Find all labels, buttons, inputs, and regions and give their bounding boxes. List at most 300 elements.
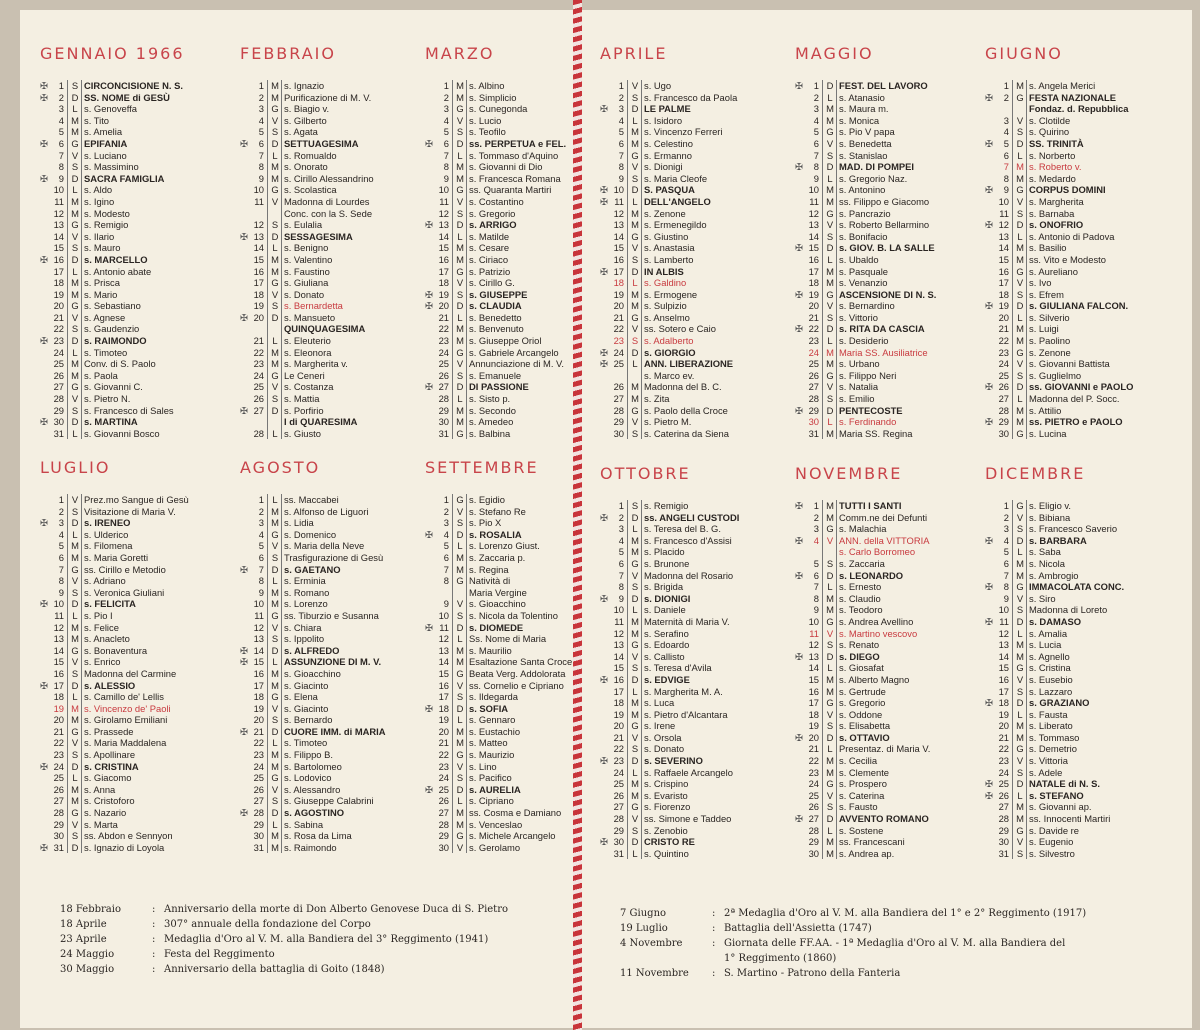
- weekday-letter: D: [456, 783, 464, 795]
- day-row: [40, 184, 222, 196]
- day-row: [240, 277, 418, 289]
- weekday-letter: D: [631, 511, 639, 523]
- holiday-cross-icon: ✠: [425, 783, 433, 795]
- note-separator: :: [152, 934, 156, 945]
- day-number: 27: [438, 381, 449, 393]
- saint-name: s. Ulderico: [84, 528, 129, 540]
- day-number: 3: [1003, 114, 1009, 126]
- anniversary-note: [620, 966, 1190, 981]
- weekday-letter: L: [72, 103, 78, 115]
- saint-name: s. Margherita v.: [284, 358, 348, 370]
- weekday-letter: S: [826, 801, 834, 813]
- holiday-cross-icon: ✠: [795, 534, 803, 546]
- day-row: [795, 651, 983, 663]
- day-row: [40, 150, 222, 162]
- note-date: 19 Luglio: [620, 923, 668, 934]
- day-row: [795, 813, 983, 825]
- weekday-letter: D: [631, 836, 639, 848]
- holiday-cross-icon: ✠: [985, 184, 993, 196]
- note-separator: :: [152, 919, 156, 930]
- day-number: 9: [813, 172, 819, 184]
- day-number: 15: [438, 667, 449, 679]
- saint-name: s. Nazario: [84, 807, 127, 819]
- weekday-letter: M: [271, 667, 279, 679]
- weekday-letter: M: [456, 242, 464, 254]
- day-row: [240, 196, 418, 208]
- day-row: [985, 697, 1180, 709]
- day-row: [425, 381, 555, 393]
- day-number: 20: [808, 300, 819, 312]
- day-row: [795, 428, 983, 440]
- saint-name: s. Gaudenzio: [84, 323, 140, 335]
- month-title: LUGLIO: [40, 458, 111, 477]
- weekday-letter: S: [1016, 126, 1024, 138]
- weekday-letter: M: [456, 253, 464, 265]
- weekday-letter: D: [71, 598, 79, 610]
- weekday-letter: S: [456, 517, 464, 529]
- saint-name: CIRCONCISIONE N. S.: [84, 80, 183, 91]
- day-row: [795, 732, 983, 744]
- weekday-letter: V: [456, 679, 464, 691]
- day-number: 27: [253, 795, 264, 807]
- day-number: 5: [58, 540, 64, 552]
- saint-name: s. Brunone: [644, 557, 690, 569]
- note-separator: :: [152, 949, 156, 960]
- saint-name: s. Egidio: [469, 494, 505, 505]
- day-row: [40, 830, 222, 842]
- day-number: 27: [253, 404, 264, 416]
- saint-name: s. Tommaso d'Aquino: [469, 149, 559, 161]
- holiday-cross-icon: ✠: [425, 219, 433, 231]
- day-number: 17: [438, 265, 449, 277]
- day-number: 6: [258, 551, 264, 563]
- weekday-letter: M: [631, 615, 639, 627]
- weekday-letter: V: [271, 288, 279, 300]
- anniversary-note: [60, 962, 560, 977]
- day-row: [240, 842, 418, 854]
- day-row: [40, 540, 222, 552]
- saint-name: s. Genoveffa: [84, 103, 137, 115]
- saint-name: s. Pasquale: [839, 265, 888, 277]
- weekday-letter: V: [1016, 195, 1024, 207]
- weekday-letter: D: [271, 644, 279, 656]
- weekday-letter: M: [271, 586, 279, 598]
- saint-name: s. Caterina: [839, 789, 885, 801]
- saint-name: s. Prisca: [84, 277, 120, 289]
- day-number: 18: [253, 288, 264, 300]
- day-number: 2: [258, 505, 264, 517]
- day-number: 21: [808, 743, 819, 755]
- saint-name: s. Ciriaco: [469, 253, 509, 265]
- day-row: [795, 381, 983, 393]
- saint-name: s. Placido: [644, 546, 685, 558]
- weekday-letter: V: [71, 818, 79, 830]
- month-title: SETTEMBRE: [425, 458, 539, 477]
- day-number: 28: [438, 818, 449, 830]
- day-number: 12: [53, 207, 64, 219]
- saint-name: s. Gilberto: [284, 114, 327, 126]
- saint-name: ASCENSIONE DI N. S.: [839, 288, 937, 300]
- holiday-cross-icon: ✠: [40, 172, 48, 184]
- day-number: 1: [618, 500, 624, 511]
- day-number: 13: [808, 219, 819, 231]
- saint-name: Madonna del Carmine: [84, 667, 177, 679]
- day-number: 9: [618, 592, 624, 604]
- weekday-letter: L: [457, 540, 463, 552]
- day-row: [40, 242, 222, 254]
- weekday-letter: L: [827, 91, 833, 103]
- weekday-letter: D: [456, 137, 464, 149]
- day-number: 25: [998, 369, 1009, 381]
- day-number: 10: [438, 184, 449, 196]
- day-number: 5: [58, 126, 64, 138]
- day-number: 28: [808, 393, 819, 405]
- day-row: [985, 254, 1180, 266]
- weekday-letter: M: [271, 505, 279, 517]
- saint-name: Prez.mo Sangue di Gesù: [84, 494, 189, 505]
- saint-name: ss. GIOVANNI e PAOLO: [1029, 381, 1134, 393]
- weekday-letter: M: [1016, 323, 1024, 335]
- day-number: 17: [53, 265, 64, 277]
- day-row: [985, 662, 1180, 674]
- weekday-letter: D: [71, 91, 79, 103]
- day-number: 29: [998, 824, 1009, 836]
- weekday-letter: G: [271, 528, 279, 540]
- day-number: 16: [998, 673, 1009, 685]
- weekday-letter: G: [71, 644, 79, 656]
- note-date: 30 Maggio: [60, 964, 115, 975]
- weekday-letter: L: [632, 114, 638, 126]
- weekday-letter: D: [826, 569, 834, 581]
- weekday-letter: M: [71, 195, 79, 207]
- weekday-letter: S: [1016, 207, 1024, 219]
- day-row: [240, 645, 418, 657]
- day-number: 16: [438, 253, 449, 265]
- day-row: [240, 323, 418, 335]
- day-row: [600, 570, 790, 582]
- day-row: [425, 208, 555, 220]
- saint-name: ss. Simone e Taddeo: [644, 813, 732, 825]
- day-row: [600, 697, 790, 709]
- day-row: [985, 813, 1180, 825]
- saint-name: s. Quirino: [1029, 126, 1070, 138]
- weekday-letter: G: [71, 563, 79, 575]
- weekday-letter: L: [632, 685, 638, 697]
- weekday-letter: L: [272, 335, 278, 347]
- saint-name: s. Gennaro: [469, 714, 516, 726]
- day-row: [240, 173, 418, 185]
- day-row: [985, 312, 1180, 324]
- day-row: [40, 633, 222, 645]
- day-row: [40, 126, 222, 138]
- weekday-letter: G: [826, 288, 834, 300]
- day-number: 11: [614, 195, 624, 207]
- saint-name: s. Mauro: [84, 242, 121, 254]
- day-row: [240, 529, 418, 541]
- weekday-letter: M: [71, 126, 79, 138]
- day-row: [425, 137, 567, 150]
- weekday-letter: L: [1017, 627, 1023, 639]
- day-row: [425, 656, 573, 668]
- weekday-letter: V: [456, 277, 464, 289]
- day-row: [425, 323, 555, 335]
- day-number: 22: [253, 346, 264, 358]
- weekday-letter: D: [631, 265, 639, 277]
- saint-name: s. Guglielmo: [1029, 369, 1082, 381]
- day-row: [425, 819, 555, 831]
- saint-name: s. CRISTINA: [84, 760, 139, 772]
- weekday-letter: V: [826, 708, 834, 720]
- saint-name: MAD. DI POMPEI: [839, 161, 915, 173]
- day-number: 23: [613, 335, 624, 347]
- day-number: 16: [998, 265, 1009, 277]
- saint-name: QUINQUAGESIMA: [284, 323, 366, 335]
- weekday-letter: D: [456, 621, 464, 633]
- day-row: [425, 726, 555, 738]
- weekday-letter: M: [631, 126, 639, 138]
- weekday-letter: M: [1016, 639, 1024, 651]
- weekday-letter: S: [826, 230, 834, 242]
- day-row: [985, 161, 1180, 173]
- weekday-letter: D: [71, 841, 79, 853]
- weekday-letter: S: [631, 335, 639, 347]
- weekday-letter: L: [1017, 311, 1023, 323]
- day-number: 25: [253, 772, 264, 784]
- weekday-letter: D: [271, 807, 279, 819]
- saint-name: s. Lazzaro: [1029, 685, 1073, 697]
- note-separator: :: [712, 938, 716, 949]
- day-row: [240, 633, 418, 645]
- weekday-letter: M: [71, 714, 79, 726]
- day-row: [985, 416, 1180, 428]
- day-number: 22: [53, 737, 64, 749]
- day-number: 26: [438, 795, 449, 807]
- saint-name: s. Cecilia: [839, 755, 878, 767]
- saint-name: s. Giuseppe Oriol: [469, 335, 542, 347]
- weekday-letter: M: [1016, 650, 1024, 662]
- day-row: [795, 755, 983, 767]
- day-number: 4: [813, 534, 819, 546]
- day-row: [600, 558, 790, 570]
- day-row: [240, 347, 418, 359]
- holiday-cross-icon: ✠: [600, 184, 608, 196]
- saint-name: s. Emanuele: [469, 369, 522, 381]
- saint-name: s. Romualdo: [284, 149, 337, 161]
- weekday-letter: M: [1016, 80, 1024, 91]
- holiday-cross-icon: ✠: [240, 230, 248, 242]
- day-row: [795, 254, 983, 266]
- saint-name: s. Zaccaria: [839, 557, 885, 569]
- saint-name: ANN. LIBERAZIONE: [644, 358, 734, 370]
- day-row: [795, 778, 983, 790]
- day-row: [600, 628, 790, 640]
- weekday-letter: V: [1016, 755, 1024, 767]
- saint-name: Maria SS. Ausiliatrice: [839, 346, 928, 358]
- weekday-letter: S: [271, 219, 279, 231]
- saint-name: s. Giuseppe Calabrini: [284, 795, 374, 807]
- day-number: 2: [1003, 511, 1009, 523]
- day-row: [40, 598, 222, 610]
- weekday-letter: M: [71, 540, 79, 552]
- day-row: [240, 598, 418, 610]
- weekday-letter: G: [71, 807, 79, 819]
- day-number: 31: [53, 841, 64, 853]
- day-row: [240, 266, 418, 278]
- day-number: 25: [613, 358, 624, 370]
- day-row: [40, 610, 222, 622]
- day-row: [985, 778, 1180, 790]
- holiday-cross-icon: ✠: [600, 265, 608, 277]
- weekday-letter: L: [272, 494, 278, 505]
- day-row: [240, 610, 418, 622]
- day-number: 7: [58, 563, 64, 575]
- day-number: 28: [613, 813, 624, 825]
- day-row: [985, 150, 1180, 162]
- saint-name: s. Pio V papa: [839, 126, 895, 138]
- day-number: 16: [808, 253, 819, 265]
- day-row: [240, 312, 418, 324]
- day-row: [795, 801, 983, 813]
- weekday-letter: M: [1016, 557, 1024, 569]
- weekday-letter: V: [1016, 673, 1024, 685]
- day-row: [985, 103, 1180, 115]
- day-row: [795, 266, 983, 278]
- saint-name: s. Irene: [644, 720, 676, 732]
- saint-name: s. Rosa da Lima: [284, 830, 352, 842]
- day-row: [795, 173, 983, 185]
- weekday-letter: S: [826, 720, 834, 732]
- day-number: 16: [808, 685, 819, 697]
- saint-name: s. Siro: [1029, 592, 1056, 604]
- weekday-letter: M: [71, 783, 79, 795]
- day-number: 8: [1003, 581, 1009, 593]
- saint-name: s. Martino vescovo: [839, 627, 918, 639]
- weekday-letter: L: [1017, 789, 1023, 801]
- day-row: [240, 494, 418, 506]
- saint-name: s. ARRIGO: [469, 219, 517, 231]
- day-row: [795, 836, 983, 848]
- day-number: 20: [808, 731, 819, 743]
- holiday-cross-icon: ✠: [425, 702, 433, 714]
- weekday-letter: M: [631, 789, 639, 801]
- weekday-letter: S: [631, 500, 639, 511]
- day-number: 12: [438, 207, 449, 219]
- weekday-letter: D: [71, 416, 79, 428]
- saint-name: s. Edoardo: [644, 639, 690, 651]
- day-row: [240, 289, 418, 301]
- day-number: 17: [613, 265, 624, 277]
- weekday-letter: M: [631, 207, 639, 219]
- day-row: [795, 150, 983, 162]
- saint-name: s. Pietro d'Alcantara: [644, 708, 728, 720]
- holiday-cross-icon: ✠: [600, 673, 608, 685]
- saint-name: s. Romano: [284, 586, 330, 598]
- day-number: 19: [438, 288, 449, 300]
- day-number: 23: [53, 749, 64, 761]
- day-row: [425, 393, 555, 405]
- day-number: 6: [443, 137, 449, 149]
- day-row: [795, 523, 983, 535]
- saint-name: s. Pietro M.: [644, 416, 692, 428]
- saint-name: Madonna di Loreto: [1029, 604, 1108, 616]
- saint-name: s. Gregorio Naz.: [839, 172, 908, 184]
- saint-name: DI PASSIONE: [469, 381, 529, 393]
- day-number: 14: [253, 242, 264, 254]
- day-number: 11: [54, 609, 64, 621]
- weekday-letter: D: [71, 335, 79, 347]
- weekday-letter: M: [456, 563, 464, 575]
- day-number: 7: [443, 149, 449, 161]
- holiday-cross-icon: ✠: [40, 679, 48, 691]
- day-number: 28: [438, 393, 449, 405]
- saint-name: s. Lorenzo Giust.: [469, 540, 540, 552]
- holiday-cross-icon: ✠: [795, 404, 803, 416]
- saint-name: ss. Vito e Modesto: [1029, 253, 1106, 265]
- day-row: [600, 686, 790, 698]
- saint-name: s. Maria Cleofe: [644, 172, 708, 184]
- saint-name: s. Efrem: [1029, 288, 1064, 300]
- day-row: [240, 254, 418, 266]
- day-row: [425, 428, 555, 440]
- day-row: [985, 709, 1180, 721]
- weekday-letter: V: [71, 230, 79, 242]
- note-separator: :: [152, 964, 156, 975]
- month-title: FEBBRAIO: [240, 44, 336, 63]
- day-number: 3: [258, 517, 264, 529]
- saint-name: Annunciazione di M. V.: [469, 358, 565, 370]
- day-number: 7: [813, 149, 819, 161]
- saint-name: s. Natalia: [839, 381, 879, 393]
- day-row: [985, 628, 1180, 640]
- day-number: 20: [53, 714, 64, 726]
- saint-name: s. Camillo de' Lellis: [84, 691, 164, 703]
- saint-name: s. MARCELLO: [84, 253, 148, 265]
- day-row: [795, 277, 983, 289]
- saint-name: s. GIUSEPPE: [469, 288, 528, 300]
- day-number: 29: [613, 416, 624, 428]
- day-row: [40, 714, 222, 726]
- day-number: 18: [253, 691, 264, 703]
- note-text: 1° Reggimento (1860): [724, 953, 837, 964]
- day-row: [600, 184, 790, 196]
- weekday-letter: D: [271, 563, 279, 575]
- day-number: 12: [613, 207, 624, 219]
- saint-name: Madonna del B. C.: [644, 381, 722, 393]
- weekday-letter: G: [271, 691, 279, 703]
- saint-name: s. AGOSTINO: [284, 807, 345, 819]
- day-row: [40, 842, 222, 854]
- weekday-letter: M: [826, 184, 834, 196]
- weekday-letter: M: [826, 592, 834, 604]
- day-number: 25: [53, 358, 64, 370]
- holiday-cross-icon: ✠: [600, 511, 608, 523]
- day-number: 9: [58, 586, 64, 598]
- day-row: [240, 358, 418, 370]
- day-number: 11: [614, 615, 624, 627]
- saint-name: s. Regina: [469, 563, 509, 575]
- weekday-letter: M: [1016, 172, 1024, 184]
- holiday-cross-icon: ✠: [40, 598, 48, 610]
- weekday-letter: V: [631, 650, 639, 662]
- holiday-cross-icon: ✠: [600, 755, 608, 767]
- day-row: [600, 393, 790, 405]
- weekday-letter: G: [71, 219, 79, 231]
- holiday-cross-icon: ✠: [240, 404, 248, 416]
- weekday-letter: V: [631, 731, 639, 743]
- saint-name: s. Ippolito: [284, 633, 325, 645]
- month-marzo: [425, 44, 567, 439]
- saint-name: Maternità di Maria V.: [644, 615, 730, 627]
